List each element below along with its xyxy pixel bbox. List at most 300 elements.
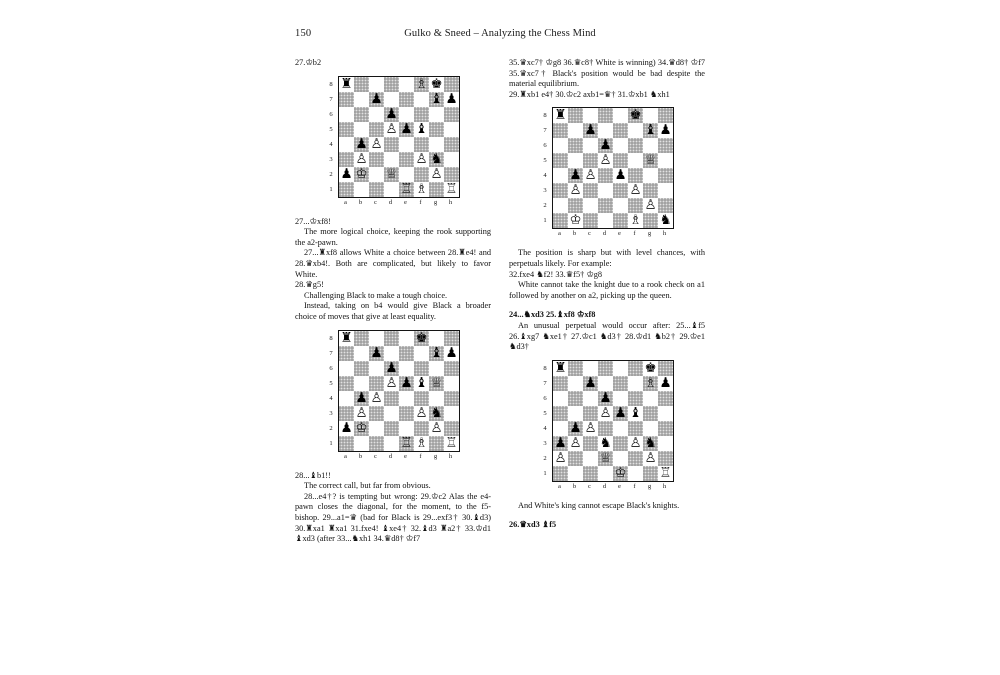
piece-white-queen-g5: ♕ [430,374,443,391]
square-g3 [643,183,658,198]
square-d7 [384,346,399,361]
piece-black-pawn-d6: ♟ [385,359,398,376]
square-a5 [339,376,354,391]
square-h5 [444,376,459,391]
rank-label-5: 5 [329,125,333,133]
square-a4 [339,137,354,152]
piece-black-pawn-d6: ♟ [599,389,612,406]
file-label-b: b [572,482,577,490]
square-g8 [643,108,658,123]
square-d2 [384,421,399,436]
piece-white-pawn-f3: ♙ [629,182,642,199]
square-c2 [583,198,598,213]
square-e4 [613,421,628,436]
square-a6 [553,138,568,153]
piece-black-pawn-b4: ♟ [355,135,368,152]
paragraph-unusual-perpetual: An unusual perpetual would occur after: 25...♝f5 26.♝xg7 ♞xe1† 27.♔c1 ♞d3† 28.♔d1 ♞b2† 29.♔e1 ♞d3† [509,320,705,352]
square-b5 [354,376,369,391]
square-e7 [399,92,414,107]
piece-white-king-b2: ♔ [355,165,368,182]
file-label-h: h [662,482,667,490]
square-a7 [553,376,568,391]
piece-white-pawn-f3: ♙ [415,150,428,167]
square-d8 [598,361,613,376]
piece-white-pawn-b3: ♙ [569,434,582,451]
rank-label-5: 5 [543,409,547,417]
piece-white-pawn-a2: ♙ [554,449,567,466]
rank-label-1: 1 [543,469,547,477]
rank-label-5: 5 [543,157,547,165]
file-label-d: d [388,198,393,206]
square-a7 [339,346,354,361]
square-d1 [598,213,613,228]
square-h6 [658,138,673,153]
piece-black-knight-g3: ♞ [430,404,443,421]
square-d8 [384,331,399,346]
piece-white-rook-h1: ♖ [445,180,458,197]
square-b8 [568,361,583,376]
square-h2 [658,198,673,213]
square-b5 [568,406,583,421]
rank-label-3: 3 [543,439,547,447]
square-f7 [414,92,429,107]
square-f2 [414,421,429,436]
square-f4 [414,137,429,152]
piece-white-rook-e1: ♖ [400,434,413,451]
piece-white-pawn-g2: ♙ [644,449,657,466]
square-b6 [354,361,369,376]
piece-black-rook-a8: ♜ [554,359,567,376]
file-label-f: f [633,482,636,490]
piece-black-pawn-d6: ♟ [599,137,612,154]
file-label-a: a [558,482,561,490]
piece-black-bishop-g7: ♝ [430,344,443,361]
square-g4 [643,168,658,183]
file-label-c: c [374,452,377,460]
square-a6 [339,361,354,376]
square-b5 [568,153,583,168]
square-b7 [568,123,583,138]
move-24-Nxd3-heading: 24...♞xd3 25.♝xf8 ♔xf8 [509,310,596,320]
piece-white-bishop-f8: ♗ [415,75,428,92]
square-c8 [583,108,598,123]
square-c1 [369,182,384,197]
piece-black-knight-h1: ♞ [659,212,672,229]
piece-white-king-e1: ♔ [614,464,627,481]
square-a6 [553,391,568,406]
piece-white-pawn-c4: ♙ [584,167,597,184]
square-b8 [568,108,583,123]
square-c6 [583,138,598,153]
piece-white-pawn-b3: ♙ [355,404,368,421]
square-c1 [369,436,384,451]
file-label-d: d [602,482,607,490]
square-c2 [369,167,384,182]
square-g1 [643,213,658,228]
square-e2 [399,167,414,182]
move-26-Qxd3-heading: 26.♛xd3 ♝f5 [509,520,557,530]
file-label-g: g [433,198,438,206]
file-label-h: h [448,452,453,460]
square-b5 [354,122,369,137]
square-a3 [339,406,354,421]
piece-white-pawn-c4: ♙ [370,135,383,152]
square-a1 [553,213,568,228]
square-e1 [613,213,628,228]
rank-label-6: 6 [329,110,333,118]
square-h4 [444,137,459,152]
square-e2 [613,198,628,213]
square-h5 [658,153,673,168]
page-content-area [295,28,705,643]
piece-white-pawn-d5: ♙ [385,120,398,137]
move-27-Kb2: 27.♔b2 [295,58,322,67]
file-label-a: a [558,230,561,238]
square-b7 [354,92,369,107]
square-a5 [339,122,354,137]
piece-black-pawn-e5: ♟ [400,374,413,391]
piece-black-bishop-g7: ♝ [644,122,657,139]
piece-black-pawn-b4: ♟ [569,167,582,184]
square-c5 [583,153,598,168]
square-b2 [568,451,583,466]
file-label-g: g [433,452,438,460]
rank-label-7: 7 [543,379,547,387]
piece-white-bishop-f1: ♗ [629,212,642,229]
square-d7 [598,376,613,391]
square-c8 [369,331,384,346]
left-column [295,58,491,643]
square-a1 [339,182,354,197]
square-e6 [399,107,414,122]
square-e8 [399,77,414,92]
square-a5 [553,153,568,168]
square-e2 [399,421,414,436]
square-h2 [444,421,459,436]
square-b1 [354,182,369,197]
square-a7 [553,123,568,138]
square-e8 [399,331,414,346]
rank-label-4: 4 [329,140,333,148]
piece-white-pawn-g2: ♙ [430,165,443,182]
file-label-e: e [618,482,621,490]
square-c1 [583,213,598,228]
square-h8 [658,361,673,376]
square-b6 [354,107,369,122]
file-label-e: e [404,452,407,460]
square-d3 [598,183,613,198]
square-c5 [583,406,598,421]
rank-label-1: 1 [329,439,333,447]
square-a2 [553,198,568,213]
piece-white-pawn-d5: ♙ [599,404,612,421]
square-h2 [658,451,673,466]
piece-black-king-f8: ♚ [415,329,428,346]
square-b1 [568,466,583,481]
chess-diagram-3 [540,107,674,241]
square-h6 [444,107,459,122]
paragraph-taking-on-b4: Instead, taking on b4 would give Black a broader choice of moves that give at least equality. [295,301,491,321]
chess-diagram-2 [326,330,460,464]
file-label-e: e [618,230,621,238]
paragraph-more-logical-choice: The more logical choice, keeping the rook supporting the a2-pawn. [295,227,491,247]
piece-white-pawn-b3: ♙ [569,182,582,199]
piece-black-pawn-b4: ♟ [569,419,582,436]
piece-white-pawn-d5: ♙ [385,374,398,391]
piece-white-pawn-c4: ♙ [584,419,597,436]
square-g6 [429,107,444,122]
square-h3 [444,406,459,421]
body-columns [295,58,705,643]
square-b1 [354,436,369,451]
square-a1 [553,466,568,481]
square-f5 [628,153,643,168]
square-c3 [369,406,384,421]
square-c1 [583,466,598,481]
piece-black-rook-a8: ♜ [340,75,353,92]
piece-black-king-g8: ♚ [644,359,657,376]
piece-white-pawn-g2: ♙ [430,419,443,436]
square-c6 [583,391,598,406]
square-b2 [568,198,583,213]
square-f4 [628,421,643,436]
square-a7 [339,92,354,107]
chess-diagram-4 [540,360,674,494]
paragraph-correct-call: The correct call, but far from obvious. [304,481,431,491]
square-h6 [658,391,673,406]
square-a1 [339,436,354,451]
piece-black-knight-g3: ♞ [644,434,657,451]
square-c5 [369,122,384,137]
square-h5 [658,406,673,421]
rank-label-2: 2 [329,424,333,432]
rank-label-6: 6 [543,142,547,150]
piece-black-pawn-h7: ♟ [659,374,672,391]
piece-black-rook-a8: ♜ [554,107,567,124]
file-label-g: g [647,482,652,490]
piece-white-rook-h1: ♖ [659,464,672,481]
square-b8 [354,331,369,346]
piece-black-pawn-h7: ♟ [659,122,672,139]
file-label-a: a [344,198,347,206]
square-f2 [628,451,643,466]
square-d8 [384,77,399,92]
file-label-h: h [448,198,453,206]
piece-white-queen-g5: ♕ [644,152,657,169]
square-h4 [658,168,673,183]
square-d3 [384,406,399,421]
square-f7 [628,376,643,391]
piece-black-pawn-b4: ♟ [355,389,368,406]
piece-white-queen-d2: ♕ [599,449,612,466]
square-d2 [598,198,613,213]
page-number: 150 [295,28,312,39]
file-label-b: b [358,198,363,206]
square-g6 [643,391,658,406]
square-h2 [444,167,459,182]
paragraph-white-is-winning: 35.♛xc7† ♔g8 36.♛c8† White is winning) 34.♛d8† ♔f7 35.♛xc7† Black's position would be bad despite the material equilibrium. [509,58,705,89]
piece-white-pawn-g2: ♙ [644,197,657,214]
rank-label-1: 1 [329,185,333,193]
chessboard-1 [338,76,460,198]
square-g4 [643,421,658,436]
square-c6 [369,107,384,122]
piece-black-knight-d3: ♞ [599,434,612,451]
square-h6 [444,361,459,376]
square-a4 [553,168,568,183]
paragraph-e4-variation: 28...e4†? is tempting but wrong: 29.♔c2 Alas the e4-pawn closes the diagonal, for the moment, to the f5-bishop. 29...a1=♛ (bad for Black is 29...exf3† 30.♝d3) 30.♜xa1 ♜xa1 31.fxe4! ♝xe4† 32.♝d3 ♜a2† 33.♔d1 ♝xd3 (after 33...♞xh1 34.♛d8† ♔f7 [295,491,491,544]
file-label-c: c [588,230,591,238]
square-a4 [339,391,354,406]
paragraph-rxf8-variation: 27...♜xf8 allows White a choice between 28.♜e4! and 28.♛xb4!. Both are complicated, but likely to favor White. [295,248,491,279]
square-c3 [583,436,598,451]
square-h4 [444,391,459,406]
piece-black-rook-a8: ♜ [340,329,353,346]
paragraph-position-is-sharp: The position is sharp but with level chances, with perpetuals likely. For example: [509,248,705,268]
rank-label-4: 4 [543,424,547,432]
move-32-fxe4: 32.fxe4 ♞f2! 33.♛f5† ♔g8 [509,269,603,279]
file-label-f: f [419,198,422,206]
square-c8 [369,77,384,92]
square-c8 [583,361,598,376]
piece-black-king-f8: ♚ [629,107,642,124]
piece-white-king-b1: ♔ [569,212,582,229]
rank-label-7: 7 [329,349,333,357]
square-d4 [384,137,399,152]
square-a6 [339,107,354,122]
file-label-g: g [647,230,652,238]
paragraph-challenging-black: Challenging Black to make a tough choice. [304,290,448,300]
file-label-b: b [572,230,577,238]
file-label-b: b [358,452,363,460]
square-e8 [613,361,628,376]
square-a3 [553,183,568,198]
square-d8 [598,108,613,123]
square-g1 [643,466,658,481]
square-h5 [444,122,459,137]
running-title: Gulko & Sneed – Analyzing the Chess Mind [404,28,596,39]
square-g6 [429,361,444,376]
rank-label-8: 8 [543,364,547,372]
square-e7 [613,376,628,391]
rank-label-7: 7 [543,127,547,135]
square-g6 [643,138,658,153]
square-c5 [369,376,384,391]
move-28-Qg5: 28.♛g5! [295,280,324,290]
piece-white-rook-e1: ♖ [400,180,413,197]
file-label-f: f [419,452,422,460]
square-b6 [568,391,583,406]
square-d7 [598,123,613,138]
square-g4 [429,391,444,406]
square-a5 [553,406,568,421]
square-h3 [444,152,459,167]
square-c2 [583,451,598,466]
piece-black-pawn-e5: ♟ [614,404,627,421]
piece-black-pawn-d6: ♟ [385,105,398,122]
square-c3 [583,183,598,198]
square-f2 [414,167,429,182]
rank-label-4: 4 [329,394,333,402]
rank-label-3: 3 [543,187,547,195]
square-h3 [658,436,673,451]
square-a4 [553,421,568,436]
file-label-c: c [374,198,377,206]
chess-diagram-1 [326,76,460,210]
square-e6 [613,391,628,406]
piece-white-king-b2: ♔ [355,419,368,436]
paragraph-king-cannot-escape: And White's king cannot escape Black's knights. [518,500,680,510]
piece-black-bishop-f5: ♝ [629,404,642,421]
rank-label-6: 6 [543,394,547,402]
rank-label-3: 3 [329,409,333,417]
square-f7 [628,123,643,138]
square-f4 [628,168,643,183]
rank-label-4: 4 [543,172,547,180]
chessboard-2 [338,330,460,452]
square-b6 [568,138,583,153]
piece-white-pawn-f3: ♙ [415,404,428,421]
chessboard-4 [552,360,674,482]
square-e4 [399,137,414,152]
rank-label-1: 1 [543,217,547,225]
piece-black-king-g8: ♚ [430,75,443,92]
file-label-e: e [404,198,407,206]
piece-black-pawn-h7: ♟ [445,90,458,107]
square-f6 [414,361,429,376]
piece-black-pawn-c7: ♟ [584,374,597,391]
rank-label-2: 2 [543,202,547,210]
square-f6 [628,138,643,153]
piece-white-pawn-f3: ♙ [629,434,642,451]
square-d1 [384,436,399,451]
piece-white-rook-h1: ♖ [445,434,458,451]
square-g5 [429,122,444,137]
square-e6 [613,138,628,153]
piece-black-pawn-c7: ♟ [370,344,383,361]
square-b7 [568,376,583,391]
file-label-a: a [344,452,347,460]
square-g5 [643,406,658,421]
square-e3 [399,152,414,167]
square-e8 [613,108,628,123]
square-d4 [384,391,399,406]
piece-black-pawn-c7: ♟ [370,90,383,107]
file-label-h: h [662,230,667,238]
square-d1 [598,466,613,481]
square-f8 [628,361,643,376]
square-e3 [613,436,628,451]
rank-label-8: 8 [329,334,333,342]
running-head [295,28,705,48]
square-h3 [658,183,673,198]
piece-white-bishop-f1: ♗ [415,434,428,451]
square-e7 [613,123,628,138]
piece-white-pawn-b3: ♙ [355,150,368,167]
rank-label-8: 8 [543,112,547,120]
square-g1 [429,436,444,451]
piece-black-pawn-e5: ♟ [400,120,413,137]
piece-black-pawn-a3: ♟ [554,434,567,451]
file-label-c: c [588,482,591,490]
piece-black-pawn-h7: ♟ [445,344,458,361]
square-d4 [598,421,613,436]
piece-white-bishop-g7: ♗ [644,374,657,391]
piece-black-bishop-f5: ♝ [415,120,428,137]
piece-white-pawn-d5: ♙ [599,152,612,169]
piece-black-knight-g3: ♞ [430,150,443,167]
square-g8 [429,331,444,346]
